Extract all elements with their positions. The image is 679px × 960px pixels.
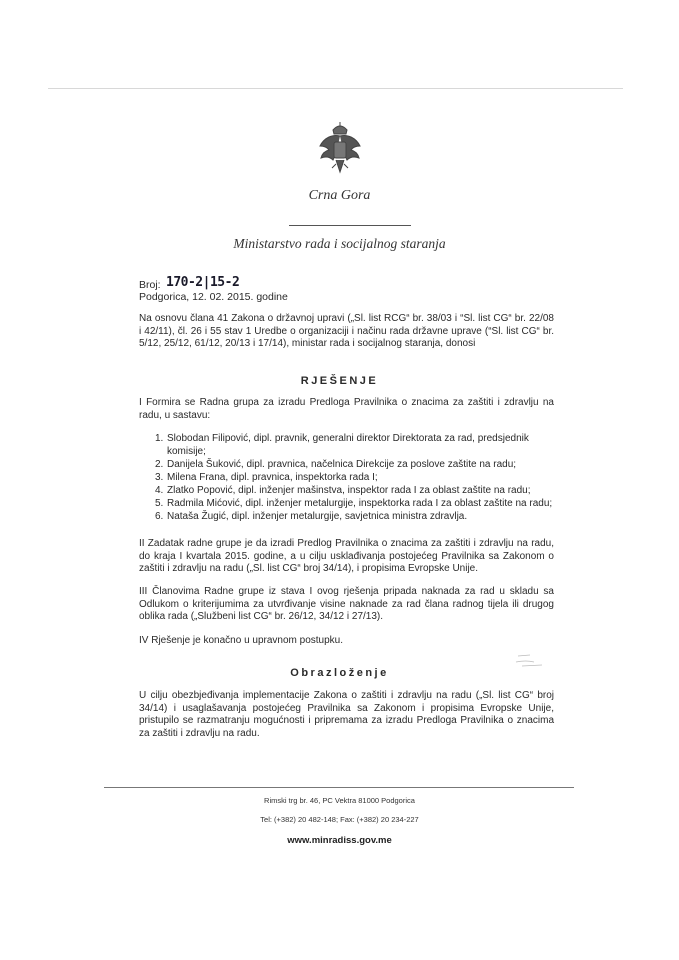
list-item <box>139 511 559 524</box>
footer-divider <box>104 787 574 788</box>
decision-heading: RJEŠENJE <box>300 375 379 387</box>
list-item-number: 4. <box>155 484 164 496</box>
members-list <box>139 433 559 524</box>
list-item <box>139 485 559 498</box>
list-item-number: 6. <box>155 510 164 522</box>
list-item-number: 1. <box>155 433 164 444</box>
list-item <box>139 498 559 511</box>
list-item-text: Zlatko Popović, dipl. inženjer mašinstva, inspektor rada I za oblast zaštite na radu; <box>167 484 531 496</box>
legal-basis-paragraph: Na osnovu člana 41 Zakona o državnoj upravi („Sl. list RCG“ br. 38/03 i “Sl. list CG“ br. 22/08 i 42/11), čl. 26 i 55 stav 1 Uredbe o organizaciji i načinu rada državne uprave (“Sl. list CG“ br. 5/12, 25/12, 61/12, 20/13 i 17/14), ministar rada i socijalnog staranja, donosi <box>139 313 554 349</box>
ministry-name: Ministarstvo rada i socijalnog staranja <box>233 236 446 251</box>
footer-phone-fax: Tel: (+382) 20 482-148; Fax: (+382) 20 234-227 <box>260 815 419 824</box>
reasoning-heading: Obrazloženje <box>290 667 389 679</box>
divider <box>289 225 411 226</box>
list-item-number: 3. <box>155 471 164 483</box>
section-4-paragraph: IV Rješenje je konačno u upravnom postupku. <box>139 635 344 646</box>
list-item-number: 5. <box>155 497 164 509</box>
list-item <box>139 472 559 485</box>
reference-number-handwritten: 170-2|15-2 <box>166 275 240 290</box>
section-3-paragraph: III Članovima Radne grupe iz stava I ovog rješenja pripada naknada za rad u skladu sa Odlukom o kriterijumima za utvrđivanje visine naknade za rad člana radnog tijela ili drugog oblika rada („Službeni list CG“ br. 26/12, 34/12 i 27/13). <box>139 586 554 622</box>
list-item-number: 2. <box>155 458 164 470</box>
country-name: Crna Gora <box>308 188 371 203</box>
section-2-paragraph: II Zadatak radne grupe je da izradi Predlog Pravilnika o znacima za zaštiti i zdravlju na radu, do kraja I kvartala 2015. godine, a u cilju usklađivanja postojećeg Pravilnika sa Zakonom o zaštiti i zdravlju na radu („Sl. list CG“ broj 34/14), i propisima Evropske Unije. <box>139 538 554 574</box>
reference-number-label: Broj: <box>139 279 161 291</box>
place-date: Podgorica, 12. 02. 2015. godine <box>139 291 288 303</box>
footer-website-link[interactable]: www.minradiss.gov.me <box>287 835 392 846</box>
list-item-text: Radmila Mićović, dipl. inženjer metalurgije, inspektorka rada I za oblast zaštite na radu; <box>167 497 553 509</box>
reasoning-paragraph: U cilju obezbjeđivanja implementacije Zakona o zaštiti i zdravlju na radu („Sl. list CG“ broj 34/14) i usaglašavanja postojećeg Pravilnika sa Zakonom i propisima Evropske Unije, pristupilo se razmatranju mogućnosti i pripremama za izradu Predloga Pravilnika o znacima za zaštiti i zdravlju na radu. <box>139 690 554 739</box>
list-item-text: Danijela Šuković, dipl. pravnica, načelnica Direkcije za poslove zaštite na radu; <box>167 458 517 470</box>
list-item-text: Nataša Žugić, dipl. inženjer metalurgije, savjetnica ministra zdravlja. <box>167 510 468 522</box>
list-item <box>139 433 559 458</box>
list-item <box>139 459 559 472</box>
top-scan-line <box>48 88 623 89</box>
coat-of-arms-icon <box>318 120 362 178</box>
list-item-text: Milena Frana, dipl. pravnica, inspektorka rada I; <box>167 471 378 483</box>
section-1-paragraph: I Formira se Radna grupa za izradu Predloga Pravilnika o znacima za zaštiti i zdravlju na radu, u sastavu: <box>139 397 554 421</box>
list-item-text: Slobodan Filipović, dipl. pravnik, generalni direktor Direktorata za rad, predsjednik komisije; <box>167 433 529 457</box>
footer-address: Rimski trg br. 46, PC Vektra 81000 Podgorica <box>264 796 415 805</box>
